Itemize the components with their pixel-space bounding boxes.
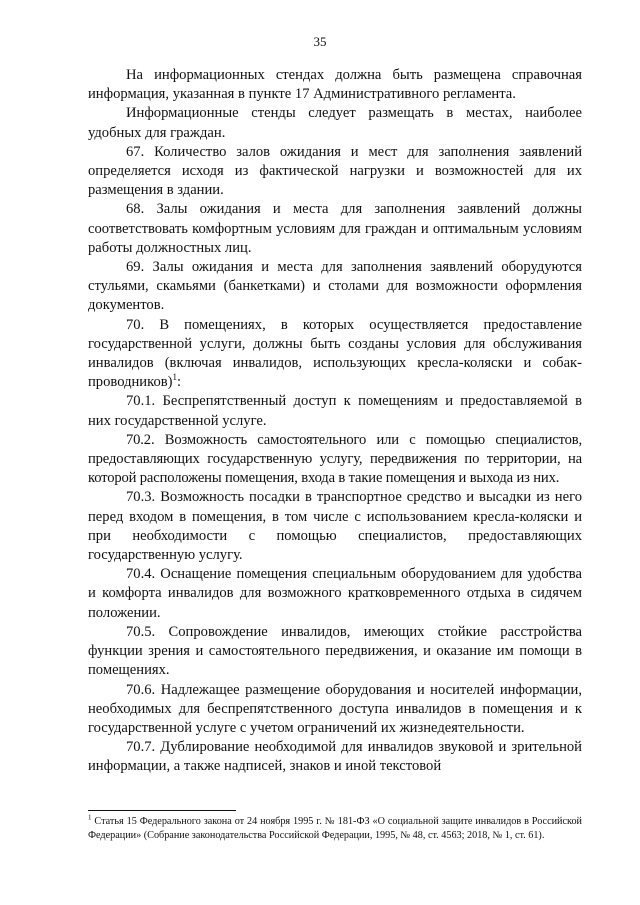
paragraph-70: [88, 316, 582, 393]
paragraph-70-7: 70.7. Дублирование необходимой для инвалидов звуковой и зрительной информации, а также надписей, знаков и иной текстовой: [88, 739, 582, 775]
paragraph-70-3: 70.3. Возможность посадки в транспортное средство и высадки из него перед входом в помещения, в том числе с использованием кресла-коляски и при необходимости с помощью специалистов, предоставляющих государственную услугу.: [88, 489, 582, 564]
page-number: 35: [313, 34, 327, 49]
paragraph-68: 68. Залы ожидания и места для заполнения заявлений должны соответствовать комфортным условиям для граждан и оптимальным условиям работы должностных лиц.: [88, 201, 582, 256]
document-body: [88, 66, 582, 777]
paragraph-70-6: 70.6. Надлежащее размещение оборудования и носителей информации, необходимых для беспрепятственного доступа инвалидов в помещения и к государственной услуге с учетом ограничений их жизнедеятельности.: [88, 681, 582, 736]
paragraph-69: 69. Залы ожидания и места для заполнения заявлений оборудуются стульями, скамьями (банкетками) и столами для возможности оформления документов.: [88, 259, 582, 314]
footnote-mark: 1: [88, 813, 92, 822]
paragraph-70-text: 70. В помещениях, в которых осуществляется предоставление государственной услуги, должны быть созданы условия для обслуживания инвалидов (включая инвалидов, использующих кресла-коляски и собак- проводников): [88, 316, 582, 391]
paragraph-70-5: 70.5. Сопровождение инвалидов, имеющих стойкие расстройства функции зрения и самостоятельного передвижения, и оказание им помощи в помещениях.: [88, 623, 582, 679]
footnote-text: Статья 15 Федерального закона от 24 ноября 1995 г. № 181-ФЗ «О социальной защите инвалидов в Российской Федерации» (Собрание законодательства Российской Федерации, 1995, № 48, ст. 4563; 2018, № 1, ст. 61).: [88, 816, 582, 841]
paragraph-70-1: 70.1. Беспрепятственный доступ к помещениям и предоставляемой в них государственной услуге.: [88, 393, 582, 429]
footnote-reference[interactable]: 1: [172, 372, 178, 383]
paragraph-67: 67. Количество залов ожидания и мест для заполнения заявлений определяется исходя из фактической нагрузки и возможностей для их размещения в здании.: [88, 143, 582, 199]
paragraph-info-stands-placement: Информационные стенды следует размещать в местах, наиболее удобных для граждан.: [88, 105, 582, 141]
paragraph-70-4: 70.4. Оснащение помещения специальным оборудованием для удобства и комфорта инвалидов для возможного кратковременного отдыха в сидячем положении.: [88, 566, 582, 621]
footnote-divider: [88, 810, 236, 811]
paragraph-info-stands-content: На информационных стендах должна быть размещена справочная информация, указанная в пункте 17 Административного регламента.: [88, 67, 582, 103]
footnote: [88, 815, 582, 842]
paragraph-70-tail: :: [177, 374, 182, 391]
paragraph-70-2: 70.2. Возможность самостоятельного или с помощью специалистов, предоставляющих государственную услугу, передвижения по территории, на которой расположены помещения, входа в такие помещения и выхода из них.: [88, 431, 582, 487]
